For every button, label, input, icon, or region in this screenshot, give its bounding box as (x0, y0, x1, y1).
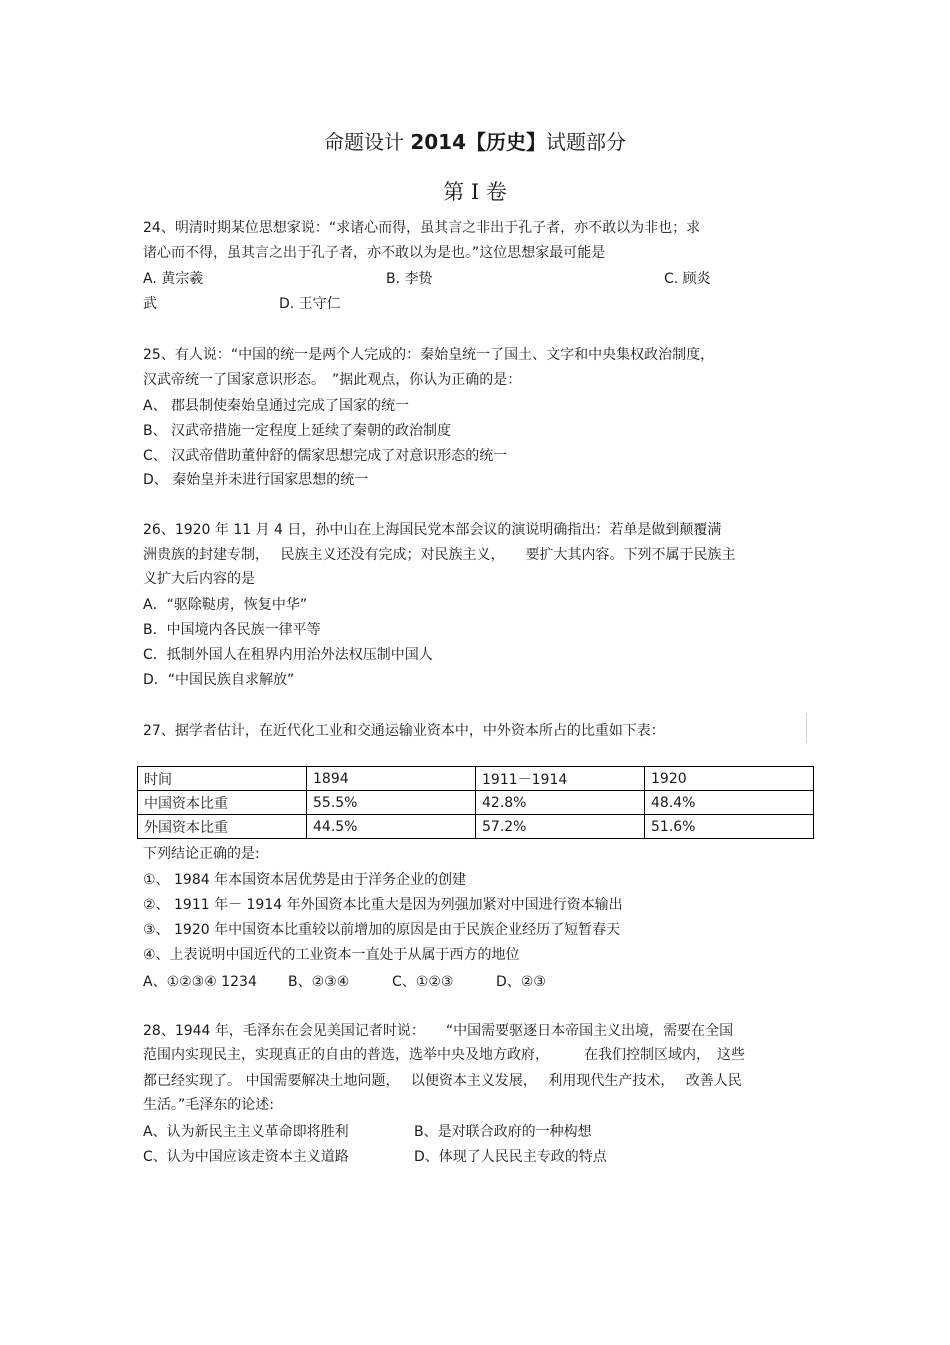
title-year: 2014 (410, 130, 467, 154)
q26-option-b: B．中国境内各民族一律平等 (143, 622, 321, 638)
table-cell: 57.2% (476, 815, 645, 839)
q25-stem-line1: 25、有人说：“中国的统一是两个人完成的：秦始皇统一了国土、文字和中央集权政治制度， (143, 347, 715, 363)
q28-option-b: B、是对联合政府的一种构想 (414, 1124, 592, 1140)
q24-option-a: A. 黄宗羲 (143, 271, 204, 287)
q28-stem-line3: 都已经实现了。 中国需要解决土地问题， 以便资本主义发展， 利用现代生产技术， 改善人民 (143, 1073, 742, 1089)
title-subject: 【历史】 (466, 130, 547, 154)
q28-stem-line1: 28、1944 年，毛泽东在会见美国记者时说： “中国需要驱逐日本帝国主义出境，需要在全国 (143, 1023, 734, 1039)
q25-option-c: C、 汉武帝借助董仲舒的儒家思想完成了对意识形态的统一 (143, 448, 508, 464)
q24-stem-line2: 诸心而不得，虽其言之出于孔子者，亦不敢以为是也。”这位思想家最可能是 (143, 245, 606, 261)
q26-option-d: D．“中国民族自求解放” (143, 672, 295, 688)
q27-prompt: 下列结论正确的是: (143, 846, 260, 862)
table-header-row (138, 767, 814, 791)
q24-option-d: D. 王守仁 (279, 296, 341, 312)
q25-option-a: A、 郡县制使秦始皇通过完成了国家的统一 (143, 398, 410, 414)
table-cell: 51.6% (645, 815, 814, 839)
q25-stem-line2: 汉武帝统一了国家意识形态。 ”据此观点，你认为正确的是： (143, 372, 522, 388)
q28-option-c: C、认为中国应该走资本主义道路 (143, 1149, 349, 1165)
q27-option-a: A、①②③④ 1234 (143, 974, 257, 990)
q24-stem-line1: 24、明清时期某位思想家说：“求诸心而得，虽其言之非出于孔子者，亦不敢以为非也；求 (143, 220, 701, 236)
q26-stem-line2: 洲贵族的封建专制， 民族主义还没有完成；对民族主义， 要扩大其内容。下列不属于民族主 (143, 547, 736, 563)
q24-option-c: C. 顾炎 (664, 271, 711, 287)
q27-option-d: D、②③ (496, 974, 546, 990)
section-title: 第 I 卷 (443, 180, 507, 204)
q25-option-d: D、 秦始皇并未进行国家思想的统一 (143, 472, 369, 488)
q26-option-a: A．“驱除鞑虏，恢复中华” (143, 597, 308, 613)
q27-statement-3: ③、 1920 年中国资本比重较以前增加的原因是由于民族企业经历了短暂春天 (143, 922, 621, 938)
table-cell: 42.8% (476, 791, 645, 815)
table-cell: 时间 (138, 767, 307, 791)
table-cell: 44.5% (307, 815, 476, 839)
q27-option-c: C、①②③ (392, 974, 454, 990)
q27-statement-4: ④、上表说明中国近代的工业资本一直处于从属于西方的地位 (143, 947, 520, 963)
q24-option-c-cont: 武 (143, 296, 157, 312)
q28-option-a: A、认为新民主主义革命即将胜利 (143, 1124, 349, 1140)
q27-stem: 27、据学者估计，在近代化工业和交通运输业资本中，中外资本所占的比重如下表： (143, 723, 665, 739)
title-suffix: 试题部分 (546, 130, 627, 154)
table-row (138, 791, 814, 815)
table-row (138, 815, 814, 839)
divider (806, 713, 807, 743)
q25-option-b: B、 汉武帝措施一定程度上延续了秦朝的政治制度 (143, 423, 452, 439)
q28-stem-line4: 生活。”毛泽东的论述: (143, 1097, 274, 1113)
title-prefix: 命题设计 (323, 130, 411, 154)
q26-stem-line3: 义扩大后内容的是 (143, 571, 255, 587)
q27-option-b: B、②③④ (288, 974, 350, 990)
q26-option-c: C．抵制外国人在租界内用治外法权压制中国人 (143, 647, 433, 663)
table-cell: 中国资本比重 (138, 791, 307, 815)
q27-statement-2: ②、 1911 年－ 1914 年外国资本比重大是因为列强加紧对中国进行资本输出 (143, 897, 623, 913)
q26-stem-line1: 26、1920 年 11 月 4 日，孙中山在上海国民党本部会议的演说明确指出：若单是做到颠覆满 (143, 522, 722, 538)
q27-statement-1: ①、 1984 年本国资本居优势是由于洋务企业的创建 (143, 872, 467, 888)
table-cell: 1911－1914 (476, 767, 645, 791)
table-cell: 外国资本比重 (138, 815, 307, 839)
q28-option-d: D、体现了人民民主专政的特点 (414, 1149, 607, 1165)
table-cell: 55.5% (307, 791, 476, 815)
page-title (0, 128, 950, 156)
capital-share-table (137, 766, 814, 839)
q24-option-b: B. 李贽 (386, 271, 433, 287)
table-cell: 1920 (645, 767, 814, 791)
table-cell: 48.4% (645, 791, 814, 815)
table-cell: 1894 (307, 767, 476, 791)
q28-stem-line2: 范围内实现民主，实现真正的自由的普选，选举中央及地方政府， 在我们控制区域内， 这些 (143, 1047, 745, 1063)
